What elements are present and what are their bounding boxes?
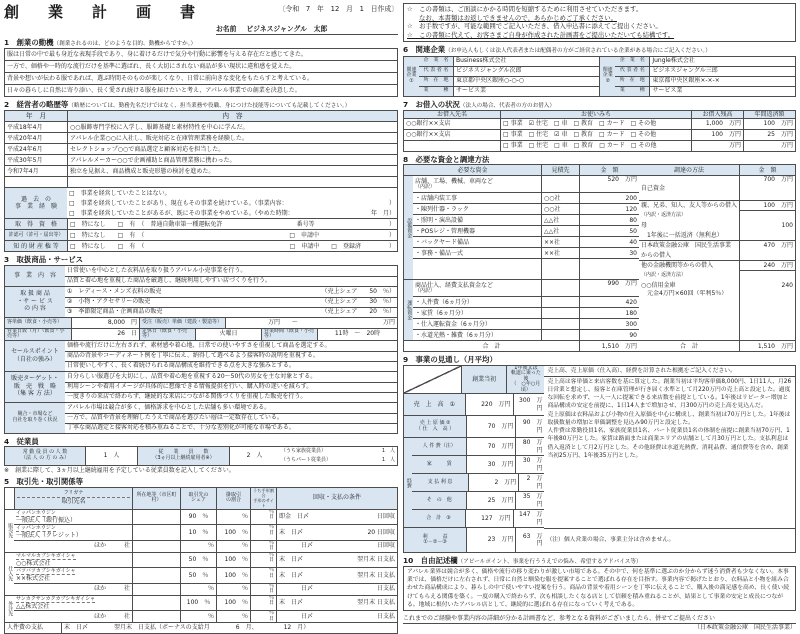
section6-related-companies: [403, 56, 796, 97]
client-terms: 日〆 日支払: [276, 611, 397, 622]
section4-note: ※ 創業に際して、3ヵ月以上継続雇用を予定している従業員数を記入してください。: [4, 466, 235, 474]
client-bill: ％ 日: [250, 584, 276, 595]
permit-label: 許認可（許可・届出等）: [5, 230, 67, 240]
client-share: ％: [180, 541, 216, 552]
related-company-1: 関連企業① 企 業 名 Business株式会社 代 表 者 名 ビジネスジャングル次郎 所 在 地 東京都中央区銀座○-○-○ 業 種 サービス業: [403, 56, 600, 97]
fund-amount: 420: [579, 297, 639, 307]
name-label: お名前: [216, 25, 237, 33]
client-bill: ％ 日: [250, 568, 276, 583]
sales-point-line: 価格や流行だけに左右されず、素材感や着心地、日常での使いやすさを重視して商品を選定する。: [67, 341, 331, 349]
product-line: ③ 季節限定商品・企画商品の販売 （売上シェア 20 ％）: [67, 308, 395, 316]
client-bill-header: うち手形割合 手形のサイト: [250, 488, 276, 509]
client-address: [132, 596, 180, 611]
borrow-balance: 100 万円: [691, 130, 743, 140]
fund-amount: 30: [579, 248, 639, 258]
target-line: 利用シーンや着用イメージが具体的に想像できる情報提供を行い、購入時の迷いを減らす。: [65, 382, 397, 392]
sales-point-line: 日常使いしやすく、長く着続けられる商品構成を維持できる点を大きな強みとする。: [65, 361, 397, 371]
target-label: 販売ターゲット・ 販 売 戦 略 （集 客 方 法）: [5, 372, 65, 402]
company-addr: 東京都中央区銀座○-○-○: [453, 77, 599, 86]
client-address: [132, 510, 180, 525]
name-value: ビジネスジャングル 太郎: [246, 25, 328, 33]
client-credit: ％: [216, 510, 250, 525]
career-date: 平成20年4月: [7, 134, 43, 142]
client-credit: 100 ％: [216, 553, 250, 568]
outlook-row-label: 人 件 費（注）: [412, 438, 466, 455]
section2-career: [4, 110, 398, 252]
career-date: 平成30年5月: [7, 156, 43, 164]
note-line: ☆ お手数ですが、可能な範囲でご記入いただき、借入申込書に添えてご提出ください。: [407, 22, 662, 31]
borrow-use: □ 事業 ☑ 住宅 □ 車 □ 教育 □ カード □ その他: [500, 119, 691, 129]
client-address: [132, 525, 180, 540]
client-name: バツバツカブシキガイシャ ××株式会社: [16, 568, 76, 583]
outlook-corner: [404, 366, 461, 394]
client-name: マルマルカブシキガイシャ ○○株式会社: [16, 552, 76, 567]
related2-side-label: 関連企業②: [600, 57, 615, 96]
client-credit: 100 ％: [216, 525, 250, 540]
section3-heading: 3 取扱商品・サービス: [4, 255, 84, 265]
borrow-name: ○○銀行××支店: [406, 120, 451, 128]
client-share: 50 ％: [180, 553, 216, 568]
unit-price-value: 8,000 円: [71, 318, 139, 328]
borrow-annual: 100 万円: [743, 119, 795, 129]
fund-amount: 300: [579, 319, 639, 329]
career-content: アパレル企業○○に入社し、販売対応と在庫管理業務を経験した。: [67, 133, 397, 143]
client-credit-header: 掛取引 の割合: [216, 488, 250, 509]
target-line: 一度きりの来店で終わらず、継続的な来店につながる関係づくりを重視した販売を行う。: [65, 392, 397, 402]
competition-line: アパレル市場は競合が多く、価格訴求を中心とした店舗も多い環境である。: [67, 403, 271, 411]
group-outsource-label: 外注先: [7, 601, 14, 617]
client-addr-header: 所在地等（市区町村）: [132, 488, 180, 509]
client-terms: 末 日〆 翌月末 日支払: [276, 568, 397, 583]
outlook-row-label: 合 計 ③: [412, 510, 464, 527]
method-item: 他の金融機関等からの借入: [640, 262, 713, 270]
officer-count-label: 常 勤 役 員 の 人 数 （法 人 の 方 の み）: [5, 447, 85, 465]
career-date: 平成24年6月: [7, 145, 43, 153]
method-item: （内訳・返済方法）: [640, 271, 686, 278]
client-credit: ％: [216, 611, 250, 622]
client-address: [132, 553, 180, 568]
client-address: [132, 568, 180, 583]
method-item: 母: [640, 221, 647, 229]
outlook-row-label: 家 賃: [412, 456, 466, 473]
motive-line: 一方で、価格や一時的な流行だけを基準に選ばれ、長く大切にされない商品が多い現状に違和感を覚えた。: [7, 63, 296, 71]
fund-item: 商品仕入、経費支払資金など: [415, 281, 494, 289]
section9-heading: 9 事業の見通し（月平均）: [403, 355, 497, 365]
holiday-label: 定休日（飲食・小売等）: [139, 329, 195, 340]
business-line: 品質と着心地を重視した商品を厳選し、継続利用しやすい店づくりを行う。: [65, 276, 397, 286]
motive-line: 服は日常の中で最も身近な表現手段であり、身に着けるだけで気分や行動に影響を与える存在だと感じてきた。: [7, 51, 308, 59]
fund-amount: 990 万円: [579, 280, 639, 296]
fund-item: ・陳列什器・ラック: [415, 205, 469, 213]
product-line: ① レディース・メンズ衣料の販売 （売上シェア 50 ％）: [67, 287, 395, 295]
fund-item: ・照明・演出設備: [415, 216, 464, 224]
borrow-name: [404, 141, 500, 151]
method-item: 元金4万円×60回（年利5％）: [640, 290, 728, 298]
borrow-annual: 25 万円: [743, 130, 795, 140]
outlook-row-label: 売 上 原 価 ② （ 仕 入 高 ）: [404, 416, 466, 437]
career-col-date: 年 月: [5, 111, 67, 121]
section3-products: [4, 265, 398, 434]
applicant-name-row: [216, 25, 398, 35]
career-content: アパレルメーカー○○で企画補助と商品管理業務に携わった。: [67, 155, 397, 165]
career-date: 平成18年4月: [7, 123, 43, 131]
fund-amount: 120: [579, 204, 639, 214]
fund-amount: 180: [579, 308, 639, 318]
borrow-use: □ 事業 □ 住宅 ☑ 車 □ 教育 □ カード □ その他: [500, 130, 691, 140]
method-item: 1年後に一括返済（無利息）: [640, 231, 723, 239]
related-company-2: 関連企業② 企 業 名 Jungle株式会社 代 表 者 名 ビジネスジャングル三郎 所 在 地 東京都中央区銀座×-×-× 業 種 サービス業: [599, 56, 796, 97]
fund-item: ・POSレジ・管理機器: [415, 227, 475, 235]
method-item: からの借入: [640, 251, 671, 259]
note-line: ☆ この書類に代えて、お客さまご自身が作成された計画書をご提出いただいても結構です。: [407, 30, 675, 39]
funds-total-left: 1,510 万円: [579, 341, 639, 351]
company-name: Business株式会社: [453, 57, 599, 66]
method-amount: 100: [739, 220, 795, 230]
career-content: ○○服飾専門学校に入学し、服飾基礎と素材特性を中心に学んだ。: [67, 122, 397, 132]
career-date: [5, 177, 67, 187]
part-time-employee: （うちパート従業員） 1 人: [281, 456, 395, 463]
fund-item: ・バックヤード備品: [415, 238, 470, 246]
section1-motive: [4, 48, 398, 97]
outlook-basis-text: 売上高は客単価と来店客数を基に算定した。創業当初は平均客単価8,000円、1日11人、月26日営業と想定し、接客と在庫管理が行き届く水準として月220万円の売上高と設定した。過度な回転を求めず、一人一人に提案できる来店数を前提としている。1年後はリピーター増加と商品構成の安定を前提に、1日14人まで増加させ、月300万円の売上高を見込んだ。 売上原価は衣料品および小物の仕入原価を中心に構成し、創業当初は70万円とした。1年後は取扱数量の増加と単価調整を見込み90万円と設定した。 人件費は常勤役員1名、家族従業員1名、パート従業員1名の体制を前提に創業当初70万円、1年後80万円とした。家賃は路面または商業エリアの店舗として月30万円とした。支払利息は借入返済として月2万円とした。その他経費は水道光熱費、消耗品費、通信費等を含め、創業当初25万円、1年後35万円とした。: [547, 378, 792, 459]
permit-value: □ 特になし □ 有 （ □ 申請中 ）: [67, 230, 397, 240]
past-business-option: □ 事業を経営していたことはない。: [69, 189, 171, 197]
past-business-option: □ 事業を経営していたことがあるが、既にその事業をやめている。（やめた時期： 年 月）: [69, 209, 395, 217]
equip-side-label: 設備資金: [404, 176, 413, 279]
labor-payment-label: 人件費の支払: [7, 624, 44, 632]
footer-note: これまでのご経験や事業内容の詳細が分かる計画書など、参考となる資料がございましたら、併せてご提出ください: [403, 615, 796, 624]
career-date: 令和7年4月: [7, 167, 39, 175]
fund-item: ・事務・備品一式: [415, 249, 464, 257]
company-rep: ビジネスジャングル三郎: [649, 67, 795, 76]
client-name: サンカクサンカクカブシキガイシャ △△株式会社: [16, 595, 96, 610]
client-credit: ％: [216, 584, 250, 595]
client-share: 90 ％: [180, 510, 216, 525]
fund-item: ・店舗内装工事: [415, 194, 458, 202]
section1-heading: 1 創業の動機（創業されるのは、どのような目的、動機からですか。）: [4, 38, 197, 48]
fund-item: ・家賃（6ヵ月分）: [415, 309, 467, 317]
outlook-row-label: 支 払 利 息: [412, 474, 467, 491]
officer-count-value: 1 人: [85, 447, 137, 465]
section4-heading: 4 従業員: [4, 436, 39, 446]
products-label: 取 扱 商 品 ・サ ー ビ ス の 内 容: [5, 287, 65, 317]
usage-notes: [403, 3, 796, 42]
fund-item: 店舗、工場、機械、車両など: [415, 177, 494, 185]
career-content: セレクトショップ○○で商品選定と顧客対応を担当した。: [67, 144, 397, 154]
competition-line: 一方で、品質や背景を理解したうえで商品を選びたい層は一定数存在している。: [65, 413, 397, 423]
outlook-row-label: 売 上 高 ①: [404, 394, 465, 415]
fund-amount: 520 万円: [579, 176, 639, 192]
competition-label: 競合・市場など 自社を取り巻く状況: [5, 403, 65, 433]
fund-item: ・水道光熱・雑費（6ヵ月分）: [415, 331, 497, 339]
borrow-use: □ 事業 □ 住宅 □ 車 □ 教育 □ カード □ その他: [500, 141, 691, 151]
client-name: イッパンホウジン 一般法人（クレジット）: [16, 525, 82, 540]
client-terms: 即金 日〆 日回収: [276, 510, 397, 525]
footer-org: （日本政策金融公庫 国民生活事業）: [693, 623, 796, 631]
client-credit: ％: [216, 541, 250, 552]
unit-price-label: 客単価（飲食・小売等）: [5, 318, 71, 328]
order-price-label: 受注（販売）単価（建設・製造等）: [139, 318, 225, 328]
borrow-balance: 1,000 万円: [691, 119, 743, 129]
section6-heading: 6 関連企業（お申込人もしくは法人代表者または配偶者の方がご経営されている企業がある場合にご記入ください。）: [403, 44, 711, 54]
career-col-content: 内 容: [67, 111, 397, 121]
group-sales-label: 販売先: [7, 523, 14, 539]
section9-outlook: 創業当初 1年後又は 軌道に乗った後 （ ○年○月頃） 売 上 高 ① 220 万円 300 万円 売 上 原 価 ② （ 仕 入 高 ） 70 万円 90 万円 経費 人 件 費（注） 70 万円 80 万円 家 賃 30 万円 30 万円 支 払 利 息 2 万円 2 万円 そ の 他 25 万円 35 万円 合 計 ③ 127 万円 147 万円 利 益 ①－②－③ 23 万円 63 万円 売上高、売上原価（仕入高）、経費を計算された根拠をご記入ください。 売上高は客単価と来店客数を基に算定した。創業当初は平均客単価8,000円、1日11人、月26日営業と想定し、接客と在庫管理が行き届く水準として月220万円の売上高と設定した。過度な回転を求めず、一人一人に提案できる来店数を前提としている。1年後はリピーター増加と商品構成の安定を前提に、1日14人まで増加させ、月300万円の売上高を見込んだ。 売上原価は衣料品および小物の仕入原価を中心に構成し、創業当初は70万円とした。1年後は取扱数量の増加と単価調整を見込み90万円と設定した。 人件費は常勤役員1名、家族従業員1名、パート従業員1名の体制を前提に創業当初70万円、1年後80万円とした。家賃は路面または商業エリアの店舗として月30万円とした。支払利息は借入返済として月2万円とした。その他経費は水道光熱費、消耗品費、通信費等を含め、創業当初25万円、1年後35万円とした。 （注）個人営業の場合、事業主分は含めません。: [403, 365, 796, 554]
group-supplier-label: 仕入先: [7, 566, 14, 582]
right-column: [403, 3, 796, 631]
fund-amount: 200: [579, 193, 639, 203]
fund-amount: 80: [579, 215, 639, 225]
fund-item: ・仕入運転資金（6ヵ月分）: [415, 320, 491, 328]
company-type: サービス業: [649, 87, 795, 96]
section10-free-text: [403, 566, 796, 611]
client-terms: 末 日〆 20 日回収: [276, 525, 397, 540]
ip-value: □ 特になし □ 有 （ □ 申請中 □ 登録済 ）: [67, 241, 397, 251]
working-side-label: 運転資金: [404, 280, 413, 340]
method-amount: 700 万円: [739, 176, 795, 200]
business-days-label: 営業日数（月）（飲食・小売等）: [5, 329, 71, 340]
hours-label: 営業時間（飲食・小売等）: [261, 329, 317, 340]
method-item: 日本政策金融公庫 国民生活事業: [640, 242, 731, 250]
funds-total-label: 合 計: [679, 342, 698, 350]
client-name-header: フリガナ 取引先名: [14, 488, 132, 509]
left-column: [4, 3, 398, 634]
client-share: ％: [180, 611, 216, 622]
fund-amount: 90: [579, 330, 639, 340]
method-item: 自己資金: [640, 184, 665, 192]
client-share: 10 ％: [180, 525, 216, 540]
target-line: 自分らしい服選びを大切にし、品質や着心地を重視する20～50代の男女を主な対象とする。: [67, 372, 317, 380]
borrow-name: ○○銀行××支店: [406, 131, 451, 139]
past-business-label: 過 去 の 事 業 経 験: [5, 188, 67, 218]
client-bill: ％ 日: [250, 611, 276, 622]
family-employee: （うち家族従業員） 1 人: [281, 447, 395, 454]
client-terms: 日〆 日支払: [276, 584, 397, 595]
outlook-note: （注）個人営業の場合、事業主分は含めません。: [544, 528, 795, 552]
method-item: （内訳・返済方法）: [640, 211, 686, 218]
product-line: ② 小物・アクセサリーの販売 （売上シェア 30 ％）: [67, 298, 395, 306]
section4-employees: [4, 446, 398, 466]
related1-side-label: 関連企業①: [404, 57, 419, 96]
created-date: 〔令和 7 年 12 月 1 日作成〕: [278, 5, 398, 13]
company-type: サービス業: [453, 87, 599, 96]
client-terms: 末 日〆 翌月末 日支払: [276, 596, 397, 611]
section5-heading: 5 取引先・取引関係等: [4, 477, 84, 487]
free-text: アパレル業界は競合が多く、価格や流行の移り変わりが激しい市場である。その中で、何を基準に選ぶのか分からず迷う消費者も少なくない。本事業では、価格だけに左右されず、日常に自然と馴染む服を提案することで選ばれる存在を目指す。事業内容で掲げたとおり、衣料品と小物を組み合わせた商品構成により、暮らしの中で使いやすい提案を行う。商品の背景や着用シーンを丁寧に伝えることで、購入後の満足感を高め、長く使い続けてもらえる関係を築く。一度の購入で終わらず、次も相談したくなる店として信頼を積み重ねることが、結果として事業の安定と成長につながる。地域に根付いたアパレル店として、継続的に選ばれる存在になっていく考えである。: [407, 569, 790, 608]
past-business-option: □ 事業を経営していたことがあり、現在もその事業を続けている。（事業内容： ）: [69, 199, 395, 207]
client-bill: ％ 日: [250, 541, 276, 552]
order-price-value: 万円 ～ 万円: [225, 318, 397, 328]
business-days-value: 26 日: [71, 329, 139, 340]
company-addr: 東京都中央区銀座×-×-×: [649, 77, 795, 86]
client-terms: 日〆 日回収: [276, 541, 397, 552]
client-other: ほか 社: [93, 542, 130, 550]
labor-payment-value: 末 日〆 翌月末 日支払（ボーナスの支給月 6 月、 12 月）: [61, 623, 397, 633]
section7-borrowings: お借入先名 お使いみち お借入残高 年間返済額 ○○銀行××支店 □ 事業 ☑ 住宅 □ 車 □ 教育 □ カード □ その他 1,000 万円 100 万円 ○○銀行××支店 □ 事業 □ 住宅 ☑ 車 □ 教育 □ カード □ その他 100 万円 25 万円 □ 事業 □ 住宅 □ 車 □ 教育 □ カード □ その他 万円 万円: [403, 110, 796, 153]
employee-count-label: 従 業 員 数 （3ヵ月以上継続雇用者※）: [137, 447, 229, 465]
section10-heading: 10 自由記述欄（アピールポイント、事業を行ううえでの悩み、希望するアドバイス等）: [403, 556, 642, 566]
note-line: なお、本書類はお返しできませんので、あらかじめご了承ください。: [419, 13, 617, 22]
client-terms-header: 回収・支払の条件: [276, 488, 397, 509]
method-item: 親、兄弟、知人、友人等からの借入: [640, 202, 737, 210]
method-amount: 240 万円: [739, 261, 795, 270]
holiday-value: 火曜日: [195, 329, 261, 340]
note-line: ☆ この書類は、ご面談にかかる時間を短縮するために利用させていただきます。: [407, 5, 643, 13]
section7-heading: 7 お借入の状況（法人の場合、代表者の方のお借入）: [403, 99, 555, 109]
fund-item: ・人件費（6ヵ月分）: [415, 298, 473, 306]
client-other: ほか 社: [93, 612, 130, 620]
client-terms: 末 日〆 翌月末 日支払: [276, 553, 397, 568]
career-content: 独立を見据え、商品構成と販売形態の検討を進めた。: [67, 166, 397, 176]
employee-count-value: 2 人: [229, 447, 279, 465]
client-bill: ％ 日: [250, 553, 276, 568]
method-item: ○○信用金庫: [640, 281, 676, 289]
client-bill: ％ 日: [250, 525, 276, 540]
qualification-label: 取 得 資 格: [5, 219, 67, 229]
qualification-value: □ 特になし □ 有 （ 普通自動車第一種運転免許 番号等 ）: [67, 219, 397, 229]
borrow-annual: 万円: [743, 141, 795, 151]
client-other: ほか 社: [93, 585, 130, 593]
method-amount: 100 万円: [739, 201, 795, 210]
sales-point-line: 商品の背景やコーディネート例を丁寧に伝え、納得して選べるよう接客時の説明を重視する。: [65, 351, 397, 361]
section8-funds: 必要な資金 見積先 金 額 設備資金 店舗、工場、機械、車両など （内訳） 520 万円 ・店舗内装工事 ○○社 200 ・陳列什器・ラック ○○社 120 ・照明・演出設備 △△社 80 ・POSレジ・管理機器 △△社 50 ・バックヤード備品 ××社 40 ・事務・備品一式 ××社 30 運転資金 商品仕入、経費支払資金など （内訳） 990 万円 ・人件費（6ヵ月分） 420 ・家賃（6ヵ月分） 180 ・仕入運転資金（6ヵ月分） 300 ・水道光熱・雑費（6ヵ月分） 90 合 計 1,510 万円 調達の方法 金 額 自己資金 700 万円 親、兄弟、知人、友人等からの借入 100 万円 （内訳・返済方法） 母 100 1年後に一括返済（無利息） 日本政策金融公庫 国民生活事業 470 万円 からの借入 他の金融機関等からの借入 240 万円 （内訳・返済方法） ○○信用金庫 240 元金4万円×60回（年利5％） 合 計 1,510 万円: [403, 164, 796, 352]
business-line: 日常使いを中心とした衣料品を取り扱うアパレル小売事業を行う。: [67, 266, 247, 274]
motive-line: 日々の暮らしに自然に寄り添い、長く愛され続ける服を届けたいと考え、アパレル事業での創業を決意した。: [7, 87, 301, 95]
outlook-basis-header: 売上高、売上原価（仕入高）、経費を計算された根拠をご記入ください。: [544, 366, 795, 377]
outlook-row-label: そ の 他: [412, 492, 466, 509]
company-rep: ビジネスジャングル次郎: [453, 67, 599, 76]
motive-line: 背景や想いが伝わる服であれば、選ぶ時間そのものが楽しくなり、日常に前向きな変化をもたらすと考えている。: [7, 75, 314, 83]
competition-line: 丁寧な商品選定と接客対応を積み重ねることで、十分な差別化が可能な市場である。: [65, 423, 397, 433]
method-amount: 470 万円: [739, 241, 795, 250]
client-name: イッパンホウジン 一般法人（銀行振込）: [16, 509, 77, 524]
section5-clients: [4, 487, 398, 634]
section8-heading: 8 必要な資金と調達方法: [403, 155, 490, 165]
fund-amount: 40: [579, 237, 639, 247]
ip-label: 知 的 財 産 権 等: [5, 241, 67, 251]
outlook-row-label: 利 益 ①－②－③: [404, 528, 466, 552]
borrow-balance: 万円: [691, 141, 743, 151]
client-credit: 100 ％: [216, 596, 250, 611]
section2-heading: 2 経営者の略歴等（略歴については、勤務先名だけではなく、担当業務や役職、身につけた技能等についても記載してください。）: [4, 100, 351, 110]
client-bill: ％ 日: [250, 596, 276, 611]
client-share-header: 取引先の シェア: [180, 488, 216, 509]
expense-side-label: 経費: [404, 438, 412, 527]
client-share: ％: [180, 584, 216, 595]
client-share: 50 ％: [180, 568, 216, 583]
client-bill: ％ 日: [250, 510, 276, 525]
sales-point-label: セールスポイント （自社の強み）: [5, 341, 65, 371]
hours-value: 11時 ～ 20時: [317, 329, 397, 340]
client-credit: 100 ％: [216, 568, 250, 583]
fund-amount: 50: [579, 226, 639, 236]
career-content: [67, 177, 397, 187]
funds-total-right: 1,510 万円: [739, 341, 795, 351]
business-content-label: 事 業 内 容: [5, 266, 65, 286]
company-name: Jungle株式会社: [649, 57, 795, 66]
funds-total-label: 合 計: [482, 342, 501, 350]
method-amount: 240: [739, 280, 795, 290]
page-title: 創 業 計 画 書: [4, 3, 203, 21]
client-share: 100 ％: [180, 596, 216, 611]
